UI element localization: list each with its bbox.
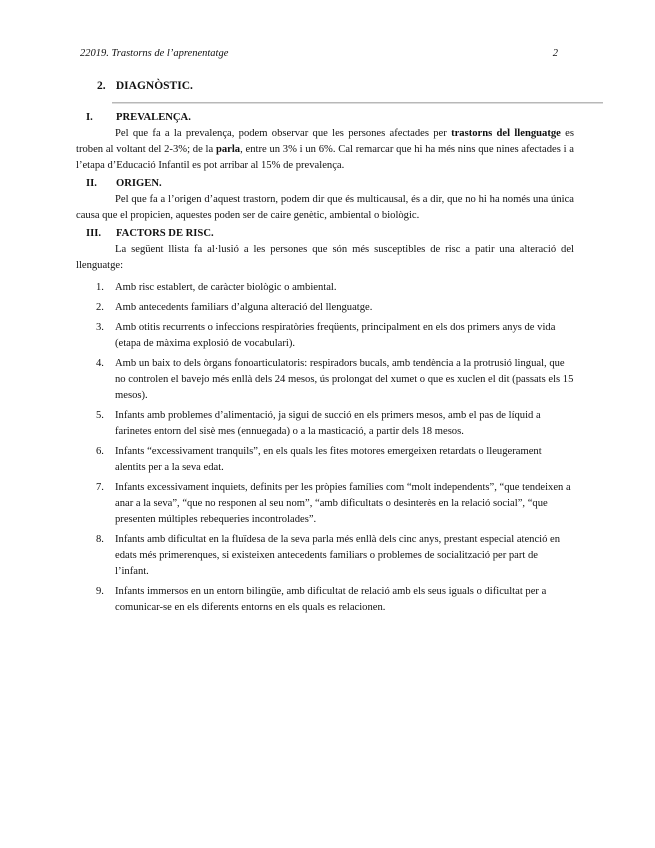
list-item	[76, 444, 574, 476]
list-item	[76, 532, 574, 580]
list-text: Infants amb dificultat en la fluïdesa de la seva parla més enllà dels cinc anys, prestant especial atenció en edats més primerenques, si existeixen antecedents familiars o problemes de socialització per part de l’infant.	[115, 534, 561, 577]
document-body	[76, 110, 574, 620]
list-item	[76, 584, 574, 616]
section-numeral: III.	[86, 228, 102, 239]
page-number: 2	[552, 48, 558, 59]
list-item	[76, 320, 574, 352]
list-number: 1.	[96, 282, 104, 293]
section-title: PREVALENÇA.	[116, 112, 191, 123]
list-text: Amb un baix to dels òrgans fonoarticulatoris: respiradors bucals, amb tendència a la protrusió lingual, que no controlen el bavejo més enllà dels 24 mesos, ús prolongat del xumet o que es xuclen el dit (passats els 15 mesos).	[115, 358, 574, 401]
bold-term: trastorns del llenguatge	[451, 128, 561, 139]
list-number: 5.	[96, 410, 104, 421]
text-run: , entre un 3% i un 6%. Cal remarcar que hi ha més nins que nines afectades i a l’etapa d’Educació Infantil es pot arribar al 15% de prevalença.	[76, 144, 574, 171]
list-number: 6.	[96, 446, 104, 457]
list-number: 2.	[96, 302, 104, 313]
list-item	[76, 480, 574, 528]
list-item	[76, 300, 574, 316]
list-text: Amb risc establert, de caràcter biològic o ambiental.	[115, 282, 337, 293]
chapter-title: DIAGNÒSTIC.	[115, 80, 193, 92]
chapter-heading	[97, 80, 193, 92]
list-number: 7.	[96, 482, 104, 493]
list-text: Infants “excessivament tranquils”, en els quals les fites motores emergeixen retardats o lleugerament alentits per a la seva edat.	[115, 446, 542, 473]
list-text: Amb antecedents familiars d’alguna alteració del llenguatge.	[115, 302, 373, 313]
section-title: FACTORS DE RISC.	[116, 228, 214, 239]
section-numeral: II.	[86, 178, 97, 189]
section-heading-origin	[76, 176, 574, 192]
list-item	[76, 356, 574, 404]
section-numeral: I.	[86, 112, 93, 123]
section-title: ORIGEN.	[116, 178, 162, 189]
text-run: Pel que fa a la prevalença, podem observar que les persones afectades per	[115, 128, 452, 139]
risk-intro-paragraph: La següent llista fa al·lusió a les persones que són més susceptibles de risc a patir una alteració del llenguatge:	[76, 244, 574, 271]
list-number: 4.	[96, 358, 104, 369]
list-text: Infants immersos en un entorn bilingüe, amb dificultat de relació amb els seus iguals o dificultat per a comunicar-se en els diferents entorns en els quals es relacionen.	[115, 586, 547, 613]
section-heading-risk-factors	[76, 226, 574, 242]
list-text: Infants amb problemes d’alimentació, ja sigui de succió en els primers mesos, amb el pas de líquid a farinetes entorn del sisè mes (ennuegada) o a la masticació, a partir dels 18 mesos.	[115, 410, 541, 437]
list-text: Infants excessivament inquiets, definits per les pròpies famílies com “molt independents”, “que tendeixen a anar a la seva”, “que no responen al seu nom”, “amb dificultats o desinterès en la relació social”, “que presenten múltiples rebequeries incontrolades”.	[115, 482, 571, 525]
list-text: Amb otitis recurrents o infeccions respiratòries freqüents, principalment en els dos primers anys de vida (etapa de màxima explosió de vocabulari).	[115, 322, 556, 349]
bold-term: parla	[215, 144, 241, 155]
header-title: 22019. Trastorns de l’aprenentatge	[80, 48, 229, 59]
list-number: 8.	[96, 534, 104, 545]
horizontal-rule	[112, 102, 603, 104]
risk-factor-list	[76, 280, 574, 616]
page-header	[80, 48, 558, 59]
prevalence-paragraph	[76, 126, 574, 174]
list-number: 3.	[96, 322, 104, 333]
list-item	[76, 408, 574, 440]
list-item	[76, 280, 574, 296]
origin-paragraph: Pel que fa a l’origen d’aquest trastorn, podem dir que és multicausal, és a dir, que no hi ha només una única causa que el propicien, aquestes poden ser de caire genètic, ambiental o biològic.	[76, 194, 574, 221]
section-heading-prevalence	[76, 110, 574, 126]
list-number: 9.	[96, 586, 104, 597]
text-run: es troben al voltant del 2-3%; de la	[76, 128, 574, 155]
chapter-number: 2.	[97, 80, 106, 92]
